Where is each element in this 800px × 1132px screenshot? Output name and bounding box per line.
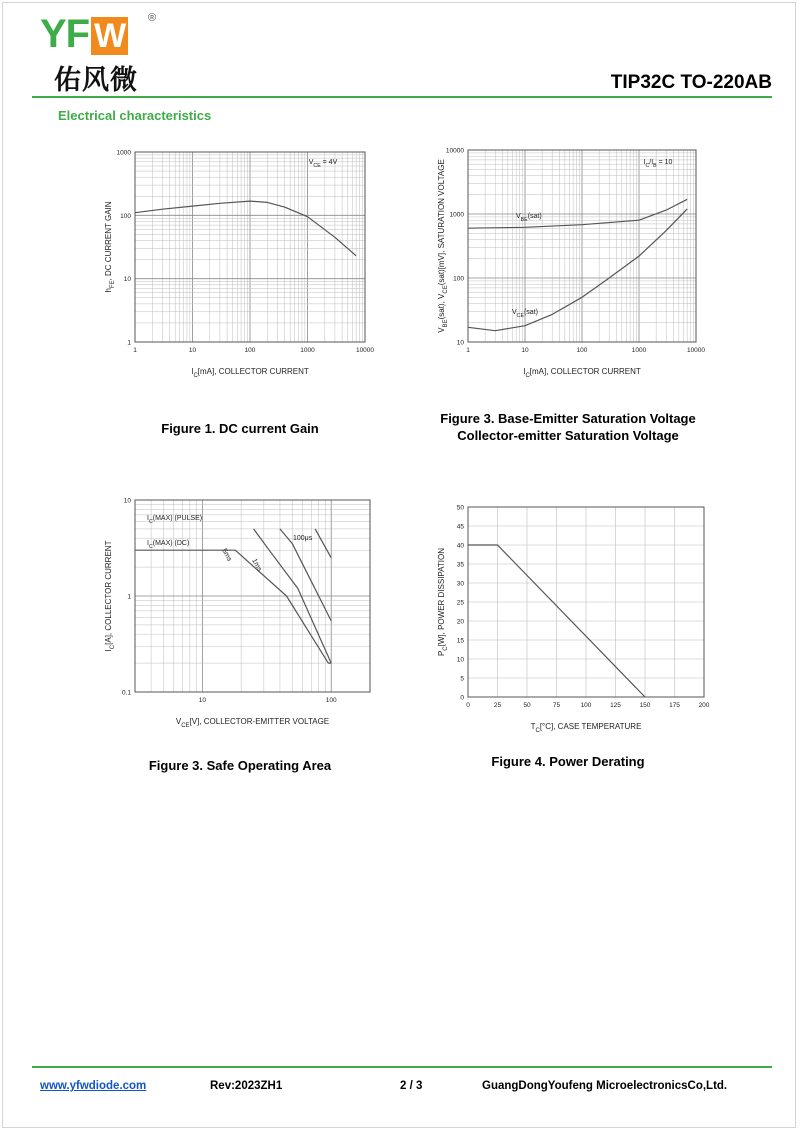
fig4-y-axis-label: $P_C[W]$, POWER DISSIPATION: [437, 547, 449, 657]
figure-3a-caption-line2: Collector-emitter Saturation Voltage: [457, 428, 679, 443]
fig1-annotation: $V_{CE} = 4V$: [308, 159, 338, 169]
fig1-x-tick-label: 10000: [355, 347, 375, 354]
footer-rule: [32, 1066, 772, 1068]
figure-3-safe-operating-area: [95, 490, 385, 735]
fig3a-grid: [468, 150, 696, 342]
figure-3a-caption-line1: Figure 3. Base-Emitter Saturation Voltage: [440, 411, 696, 426]
fig3a-x-tick-label: 10: [521, 347, 529, 354]
logo-chinese-name: 佑风微: [54, 65, 138, 96]
figure-4-caption: Figure 4. Power Derating: [491, 754, 645, 769]
fig4-x-tick-label: 0: [466, 702, 470, 709]
fig3b-y-tick-label: 0.1: [121, 689, 131, 697]
fig3b-region-label-5: 1ms: [250, 557, 263, 573]
fig1-x-tick-label: 1: [133, 347, 137, 354]
fig3b-region-label-2: $I_C(MAX)$ (DC): [147, 540, 190, 550]
fig4-chart: [420, 495, 710, 740]
fig3b-x-tick-label: 100: [325, 697, 337, 704]
header-rule: [32, 96, 772, 98]
fig3b-y-tick-label: 10: [123, 497, 131, 505]
fig1-chart: [95, 140, 385, 385]
fig3b-y-tick-label: 1: [127, 593, 131, 601]
company-logo: [40, 14, 180, 96]
fig1-grid: [135, 152, 365, 342]
fig3b-grid: [135, 500, 370, 692]
fig3b-x-axis-label: $V_{CE}[V]$, COLLECTOR-EMITTER VOLTAGE: [175, 717, 330, 729]
company-name: GuangDongYoufeng MicroelectronicsCo,Ltd.: [482, 1080, 728, 1092]
fig3a-x-axis-label: $I_C[mA]$, COLLECTOR CURRENT: [523, 367, 641, 379]
fig3b-series-line-4: [315, 529, 331, 558]
fig1-x-axis-label: $I_C[mA]$, COLLECTOR CURRENT: [191, 367, 309, 379]
fig4-x-tick-label: 150: [639, 702, 651, 709]
website-link[interactable]: www.yfwdiode.com: [40, 1080, 147, 1092]
fig3a-series-label-2: $V_{CE}(sat)$: [512, 309, 538, 319]
fig4-y-tick-label: 5: [460, 675, 464, 683]
logo-mark: [40, 14, 128, 55]
fig4-x-tick-label: 50: [523, 702, 531, 709]
fig3a-y-tick-label: 10: [456, 339, 464, 347]
fig3a-annotation: $I_C/I_B = 10$: [643, 159, 673, 169]
fig4-y-tick-label: 0: [460, 694, 464, 702]
fig1-y-tick-label: 1000: [116, 149, 131, 157]
fig4-y-tick-label: 35: [456, 561, 464, 569]
fig4-y-tick-label: 40: [456, 542, 464, 550]
fig3b-region-label-3: 100μs: [293, 535, 313, 542]
figure-4-power-derating: [420, 495, 710, 740]
fig4-x-tick-label: 25: [493, 702, 502, 709]
fig1-y-tick-label: 100: [120, 212, 131, 220]
fig3a-series-label-1: $V_{BE}(sat)$: [516, 213, 542, 223]
fig1-y-axis-label: $h_{FE}$, DC CURRENT GAIN: [104, 201, 116, 293]
fig3a-y-tick-label: 1000: [449, 211, 464, 219]
fig3a-x-tick-label: 10000: [686, 347, 706, 354]
revision-label: Rev:2023ZH1: [210, 1080, 283, 1092]
fig1-series-line-1: [135, 201, 356, 256]
fig4-x-tick-label: 100: [580, 702, 592, 709]
section-title: Electrical characteristics: [58, 108, 212, 123]
fig1-x-tick-label: 100: [244, 347, 256, 354]
fig4-y-tick-label: 15: [456, 637, 464, 645]
figure-1-caption: Figure 1. DC current Gain: [161, 421, 319, 436]
fig3b-region-label-1: $I_C(MAX)$ (PULSE): [147, 515, 203, 525]
fig1-x-tick-label: 10: [188, 347, 197, 354]
fig3a-y-axis-label: $V_{BE}(sat)$, $V_{CE}(sat)[mV]$, SATURATION VOLTAGE: [437, 159, 449, 333]
fig4-x-tick-label: 200: [698, 702, 710, 709]
fig3a-chart: [420, 140, 710, 385]
fig3a-x-tick-label: 100: [576, 347, 588, 354]
fig1-x-tick-label: 1000: [300, 347, 315, 354]
fig3b-x-tick-label: 10: [198, 697, 206, 704]
page-number: 2 / 3: [400, 1080, 423, 1092]
fig4-grid: [468, 507, 704, 697]
fig1-y-tick-label: 10: [123, 276, 131, 284]
part-number-title: TIP32C TO-220AB: [610, 72, 772, 93]
fig3a-y-tick-label: 100: [453, 275, 464, 283]
fig3a-y-tick-label: 10000: [445, 147, 464, 155]
fig3b-region-label-4: 5ms: [220, 547, 233, 563]
fig4-y-tick-label: 50: [456, 504, 464, 512]
fig1-y-tick-label: 1: [127, 339, 131, 347]
figure-3b-caption: Figure 3. Safe Operating Area: [148, 758, 332, 773]
figure-1-dc-current-gain: [95, 140, 385, 385]
logo-text: YF: [40, 12, 90, 56]
fig4-y-tick-label: 20: [456, 618, 464, 626]
registered-mark: ®: [148, 12, 157, 24]
fig3b-chart: [95, 490, 385, 735]
logo-box: W: [91, 17, 128, 55]
fig4-y-tick-label: 30: [456, 580, 464, 588]
fig4-y-tick-label: 45: [456, 523, 464, 531]
fig4-x-axis-label: $T_C[^\circ C]$, CASE TEMPERATURE: [530, 722, 642, 734]
fig4-y-tick-label: 10: [456, 656, 464, 664]
fig4-x-tick-label: 125: [610, 702, 621, 709]
fig4-y-tick-label: 25: [456, 599, 464, 607]
fig4-x-tick-label: 175: [669, 702, 680, 709]
fig3a-x-tick-label: 1: [466, 347, 470, 354]
fig3b-y-axis-label: $I_C[A]$, COLLECTOR CURRENT: [104, 540, 116, 652]
figure-3-saturation-voltage: [420, 140, 710, 385]
fig3a-x-tick-label: 1000: [631, 347, 647, 354]
fig4-x-tick-label: 75: [552, 702, 561, 709]
